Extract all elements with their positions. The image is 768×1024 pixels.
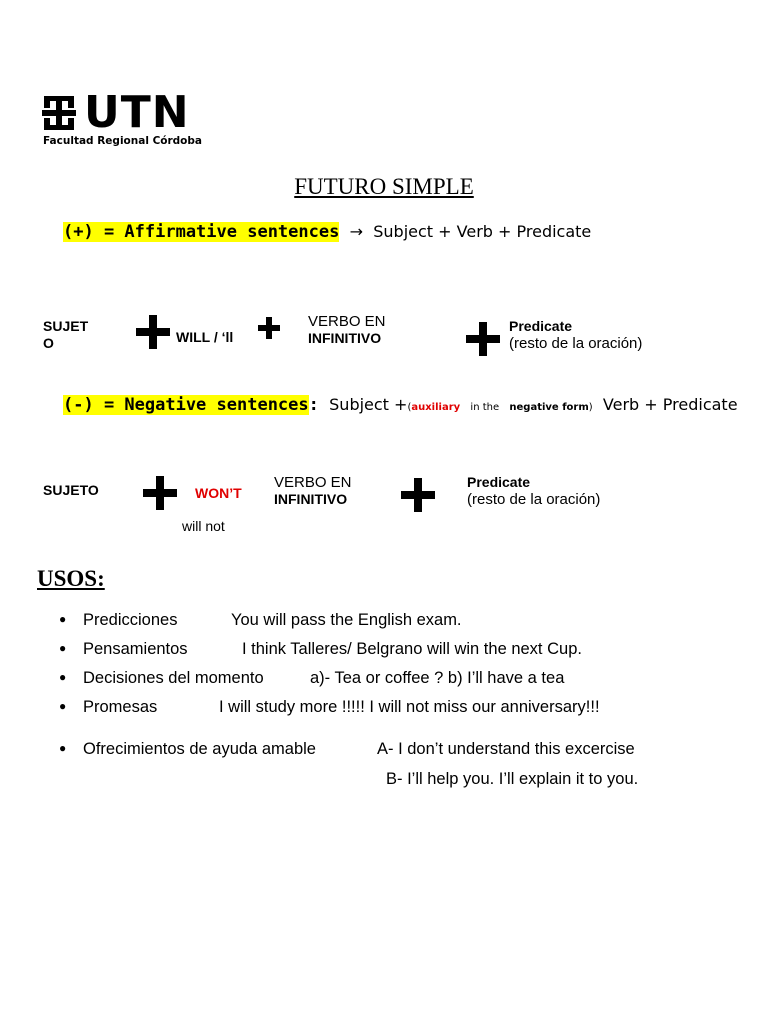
list-item: ● Promesas I will study more !!!!! I will not miss our anniversary!!!: [59, 698, 600, 716]
negative-label: (-) = Negative sentences: [63, 395, 309, 415]
aff-subject: SUJET O: [43, 318, 89, 351]
affirmative-line: [63, 222, 591, 242]
aff-will: WILL / ‘ll: [176, 329, 234, 345]
aff-predicate: Predicate (resto de la oración): [509, 318, 643, 352]
page-title: FUTURO SIMPLE: [294, 174, 474, 199]
utn-logo-icon: [42, 96, 76, 130]
arrow: →: [349, 222, 363, 241]
plus-icon: [466, 322, 500, 356]
neg-predicate: Predicate (resto de la oración): [467, 474, 601, 508]
usos-heading: USOS:: [37, 566, 105, 591]
logo-subtitle: Facultad Regional Córdoba: [43, 135, 202, 147]
plus-icon: [401, 478, 435, 512]
logo-text: UTN: [84, 87, 190, 138]
negative-line: (-) = Negative sentences: Subject +(auxiliary in the negative form) Verb + Predicate: [63, 395, 738, 415]
plus-icon: [143, 476, 177, 510]
list-item: ● Ofrecimientos de ayuda amable A- I don’t understand this excercise: [59, 740, 635, 758]
list-item: ● Predicciones You will pass the English exam.: [59, 611, 462, 629]
neg-verb: VERBO EN INFINITIVO: [274, 474, 352, 507]
neg-subject: SUJETO: [43, 482, 99, 498]
aff-verb: VERBO EN INFINITIVO: [308, 313, 386, 346]
plus-icon: [136, 315, 170, 349]
neg-wont: WON’T: [195, 485, 242, 501]
list-item: ● Pensamientos I think Talleres/ Belgrano will win the next Cup.: [59, 640, 582, 658]
affirmative-formula: Subject + Verb + Predicate: [373, 222, 592, 241]
list-item: ● Decisiones del momento a)- Tea or coffee ? b) I’ll have a tea: [59, 669, 565, 687]
affirmative-label: (+) = Affirmative sentences: [63, 222, 340, 242]
plus-icon: [258, 317, 280, 339]
list-item-continuation: B- I’ll help you. I’ll explain it to you.: [386, 770, 639, 788]
neg-will-not: will not: [182, 518, 225, 534]
